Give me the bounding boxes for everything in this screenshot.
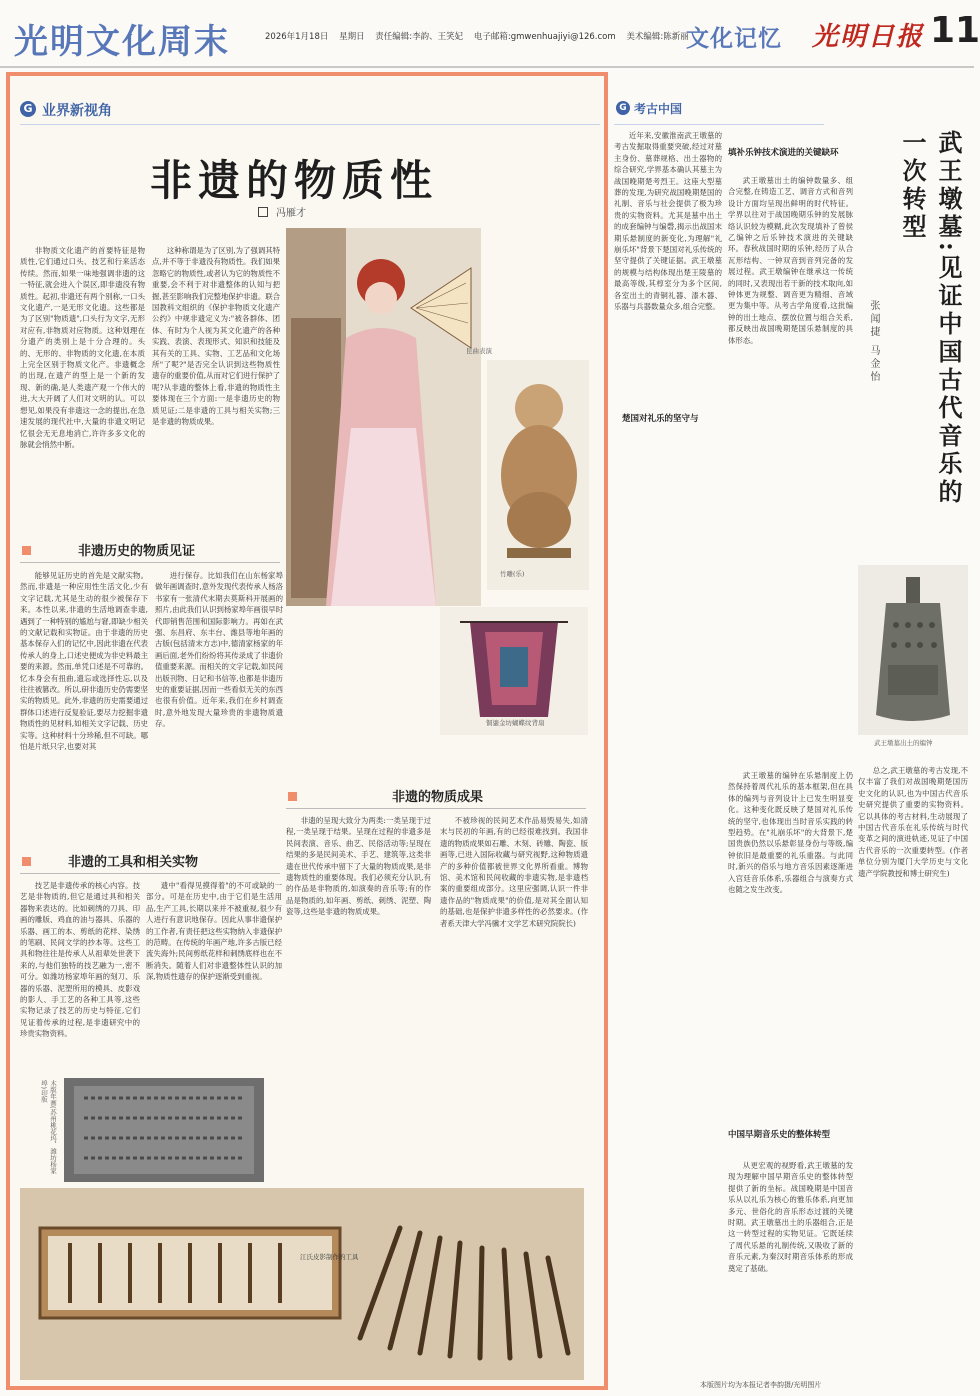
kicker-divider — [20, 124, 600, 125]
right-column-4: 从更宏观的视野看,武王墩墓的发现为理解中国早期音乐史的整体转型提供了新的坐标。战国晚期是中国音乐从以礼乐为核心的雅乐体系,向更加多元、世俗化的音乐形态过渡的关键时期。武王墩墓出土的乐器组合,正是这一转型过程的实物见证。它既延续了周代乐悬的礼制传统,又吸收了新的音乐元素,为秦汉时期音乐体系的形成奠定了基础。 — [728, 1161, 853, 1273]
issue-date: 2026年1月18日 — [265, 32, 329, 42]
kicker-badge-icon: G — [20, 101, 36, 117]
right-kicker: 考古中国 — [634, 102, 683, 116]
results-column-1: 非遗的呈现大致分为两类:一类呈现于过程,一类呈现于结果。呈现在过程的非遗多是民间表演、音乐、曲艺、民俗活动等;呈现在结果的多是民间美术、手艺、建筑等,这类非遗在世代传承中留下了大量的物质成果,是非遗物质性的重要体现。我们必须充分认识,有的作品是非物质的,如演奏的音乐等;有的作品是物质的,如年画、剪纸、刺绣、泥塑、陶瓷等,这些是非遗的物质成果。 — [286, 816, 431, 917]
results-column-2: 不被珍视的民间艺术作品易毁易失,如清末与民初的年画,有的已经很难找到。我国非遗的物质成果如石雕、木刻、砖雕、陶瓷、版画等,已进入国际收藏与研究视野,这种物质遗产的多种价值都被世界文化界所看重。博物馆、美术馆和民间收藏的非遗实物,是非遗档案的重要组成部分。这里应强调,认识一件非遗作品的"物质成果"的价值,是对其全面认知的基础,也是保护非遗多样性的必然要求。(作者系天津大学冯骥才文学艺术研究院院长) — [440, 816, 588, 928]
right-column-5: 总之,武王墩墓的考古发现,不仅丰富了我们对战国晚期楚国历史文化的认识,也为中国古代音乐史研究提供了重要的实物资料。它以具体的考古材料,生动展现了中国古代音乐在礼乐传统与时代变革之间的演进轨迹,见证了中国古代音乐的一次重要转型。(作者单位分别为厦门大学历史与文化遗产学院教授和博士研究生) — [858, 766, 968, 878]
intro-column-2: 这种称谓是为了区别,为了强调其特点,并不等于非遗没有物质性。我们如果忽略它的物质性,或者认为它的物质性不重要,会不利于对非遗整体的认知与把握,甚至影响我们完整地保护非遗。联合国教科文组织的《保护非物质文化遗产公约》中规非遗定义为:"被各群体、团体、有时为个人视为其文化遗产的各种实践、表演、表现形式、知识和技能及其有关的工具、实物、工艺品和文化场所"了呢?"是否完全认识到这些物质性遗存的重要价值,从而对它们进行保护了呢?从非遗的整体上看,非遗的物质性主要体现在三个方面:一是非遗历史的物质见证;二是非遗的工具与相关实物;三是非遗的物质成果。 — [152, 246, 281, 427]
bamboo-carving-image — [487, 360, 589, 590]
subhead-history: 非遗历史的物质见证 — [78, 544, 196, 559]
subhead-results: 非遗的物质成果 — [392, 790, 484, 805]
bell-caption: 武王墩墓出土的编钟 — [874, 739, 933, 747]
subhead-tools: 非遗的工具和相关实物 — [68, 855, 199, 870]
article-author: 冯雁才 — [258, 204, 306, 219]
right-article-title: 武王墩墓:见证中国古代音乐的一次转型 — [898, 130, 963, 507]
photo-credit-footer: 本版图片均为本报记者李韵摄/光明图片 — [700, 1381, 822, 1389]
intro-column-1: 非物质文化遗产的首要特征是物质性,它们通过口头、技艺和行来活态传续。然而,如果一味地强调非遗的这一特征,就会进入个误区,即非遗没有物质性。起初,非遗还有两个别称,一口头文化遗产,一是无形文化遗。这些都是为了区别"物质遗",口头行为文字,无形对应有,非物质对应物质。这种划理在分遗产的类别上是十分合理的。头的、无形的、非物质的文化遗,在本质上完全区别于物质文化产。非遗概念的出现,在遗产的型上是一个新的发现、新的确,是人类遗产观一个伟大的进,大大开阔了人们对文明的认。可以想见,如果没有非遗这一念的提出,在急速发展的现代社中,大量的非遗文明记忆很会无无息地消亡,许许多多文化的脉就会悄然中断。 — [20, 246, 145, 449]
right-subhead-c: 中国早期音乐史的整体转型 — [728, 1130, 831, 1140]
bronze-bell-image — [858, 565, 968, 735]
embroidered-apron-image — [440, 607, 588, 735]
history-column-2: 进行保存。比如我们在山东杨家埠做年画调查时,意外发现代表传承人杨洛书家有一张清代末期去莫斯科开展画的照片,由此我们认识到杨家埠年画很早时代即销售范围和国际影响力。再如在武强、东昌府、东丰台、潍县等地年画的古版(包括清末方志)中,德清家杨家的年画后面,老外们纷纷将其传录成了非遗价值重要来源。而相关的文字记载,如民间出版刊物、日记和书信等,也都是非遗历史的重要证据,因而一些看似无关的东西也很有价值。近年来,我们在乡村调查时,意外地发现大量珍贵的非遗物质遗存。 — [155, 571, 283, 729]
subhead-divider — [286, 808, 586, 809]
subhead-divider — [20, 562, 280, 563]
tools-caption: 江氏皮影制作的工具 — [300, 1253, 359, 1261]
tools-photo — [20, 1188, 584, 1380]
right-column-3: 武王墩墓的编钟在乐悬制度上仍然保持着周代礼乐的基本框架,但在具体的编列与音列设计上已发生明显变化。这种变化既反映了楚国对礼乐传统的坚守,也体现出当时音乐实践的转型趋势。在"礼崩乐坏"的大背景下,楚国贵族仍然以乐悬彰显身份与等级,编钟依旧是最重要的礼乐重器。与此同时,新兴的俗乐与地方音乐因素逐渐进入宫廷音乐体系,乐器组合与演奏方式也随之发生改变。 — [728, 771, 853, 895]
embroidery-caption: 铜鎏金坊蝴蝶纹背扇 — [486, 719, 545, 727]
left-kicker: 业界新视角 — [42, 103, 112, 119]
shadow-puppet-tools-image — [20, 1188, 584, 1380]
subhead-marker — [22, 857, 31, 866]
opera-photo — [286, 228, 481, 606]
right-column-1: 近年来,安徽淮南武王墩墓的考古发掘取得重要突破,经过对墓主身份、墓葬规格、出土器物的综合研究,学界基本确认其墓主为战国晚期楚考烈王。这座大型墓葬的发现,为研究战国晚期楚国的礼制、音乐与社会提供了极为珍贵的实物资料。尤其是墓中出土的成套编钟与编磬,揭示出战国末期乐悬制度的新变化,为理解"礼崩乐坏"背景下楚国对礼乐传统的坚守提供了关键证据。武王墩墓的规模与结构体现出楚王陵墓的最高等级,其椁室分为多个区间,各室出土的青铜礼器、漆木器、乐器与兵器数量众多,组合完整。 — [614, 131, 722, 312]
bell-photo — [858, 565, 968, 735]
right-kicker-badge-icon: G — [616, 101, 630, 115]
right-kicker-divider — [614, 124, 824, 125]
history-column-1: 能够见证历史的首先是文献实物。然而,非遗是一种应用性生活文化,少有文字记载,尤其是生动的很少被保存下来。本性以来,非遗的生活地调查非遗,遇到了一种特别的尴尬与窘,即缺少相关的文献记载和实物证。由于非遗的历史基本保存入们的记忆中,因此非遗在代表传承人的身上,口述史便成为非史料最主要的来源。然而,单凭口述是不可靠的。忆本身会有扭曲,遗忘或选择性忘,以及往往被篡改。所以,研非遗历史仍需要坚实的物质见。此外,非遗的历史需要通过群体口述进行反复验证,要尽力挖掘非遗物质性的见材料,如相关文字记载、历史实等。这种材料十分珍稀,但不可缺。哪怕是片纸只字,也要对其 — [20, 571, 148, 752]
page-number: 11 — [930, 10, 980, 51]
right-column-2: 武王墩墓出土的编钟数量多、组合完整,在铸造工艺、调音方式和音列设计方面均呈现出鲜明的时代特征。学界以往对于战国晚期乐钟的发展脉络认识较为模糊,此次发现填补了曾侯乙编钟之后乐钟技术演进的关键缺环。春秋战国时期的乐钟,经历了从合瓦形结构、一钟双音到音列完备的发展过程。武王墩编钟在继承这一传统的同时,又表现出若干新的技术取向,如钟体更为规整、调音更为精细、音域更为集中等。从考古学角度看,这批编钟的出土地点、摆放位置与组合关系,都反映出战国晚期楚国乐悬制度的具体形态。 — [728, 176, 853, 345]
editor-email: 电子邮箱:gmwenhuajiyi@126.com — [473, 32, 616, 42]
tools-column-1: 技艺是非遗传承的核心内容。技艺是非物质的,但它是通过具和相关器物来表达的。比如刺绣的刀具、印画的雕版、鸡血的油与器具、乐器的乐器、画工的本、剪纸的花样、染绣的笔刷、民间文学的抄本等。这些工具和物往往是传承人从祖辈处世袭下来的,与他们独特的技艺融为一,密不可分。如潍坊杨家埠年画的刻刀、乐器的乐器、泥塑所用的模具、皮影戏的影人、手工艺的各种工具等,这些实物记录了技艺的历史与特征,它们见证着传承的过程,是非遗研究中的珍贵实物资料。 — [20, 881, 140, 1039]
embroidery-photo — [440, 607, 588, 735]
section-name: 文化记忆 — [686, 26, 782, 52]
woodblock-print-image — [64, 1078, 264, 1182]
masthead-info — [265, 30, 697, 42]
carving-caption: 竹雕(乐) — [500, 570, 525, 578]
carved-figure-photo — [487, 360, 589, 590]
subhead-marker — [22, 546, 31, 555]
woodblock-photo — [64, 1078, 264, 1182]
opera-caption: 昆曲表演 — [466, 347, 492, 355]
opera-performer-image — [286, 228, 481, 606]
art-editor-credit: 美术编辑:陈新丽 — [626, 32, 689, 42]
newspaper-logo: 光明日报 — [812, 22, 925, 52]
subhead-marker — [288, 792, 297, 801]
article-title: 非遗的物质性 — [150, 156, 439, 205]
subhead-divider — [20, 873, 280, 874]
right-subhead-b: 楚国对礼乐的坚守与 — [622, 412, 722, 424]
paper-section-title: 光明文化周末 — [14, 22, 230, 62]
tools-column-2: 遗中"看得见摸得着"的不可或缺的一部分。可是在历史中,由于它们是生活用品,生产工具,长期以来并不被重视,很少有人进行有意识地保存。因此从事非遗保护的工作者,有责任把这些实物纳入非遗保护的范畴。在传统的年画产地,许多古版已经流失海外;民间剪纸花样和刺绣底样也在不断消失。随着人们对非遗整体性认识的加深,物质性遗存的保护逐渐受到重视。 — [146, 881, 282, 982]
right-subhead-a: 填补乐钟技术演进的关键缺环 — [728, 148, 839, 158]
editor-credit: 责任编辑:李韵、王笑妃 — [375, 32, 464, 42]
woodblock-caption: 木版年画(苏州桃花坞、潍坊杨家埠)印版 — [40, 1080, 57, 1174]
masthead — [0, 0, 980, 68]
right-article-author: 张闻捷 马金怡 — [868, 300, 879, 385]
issue-weekday: 星期日 — [339, 32, 365, 42]
